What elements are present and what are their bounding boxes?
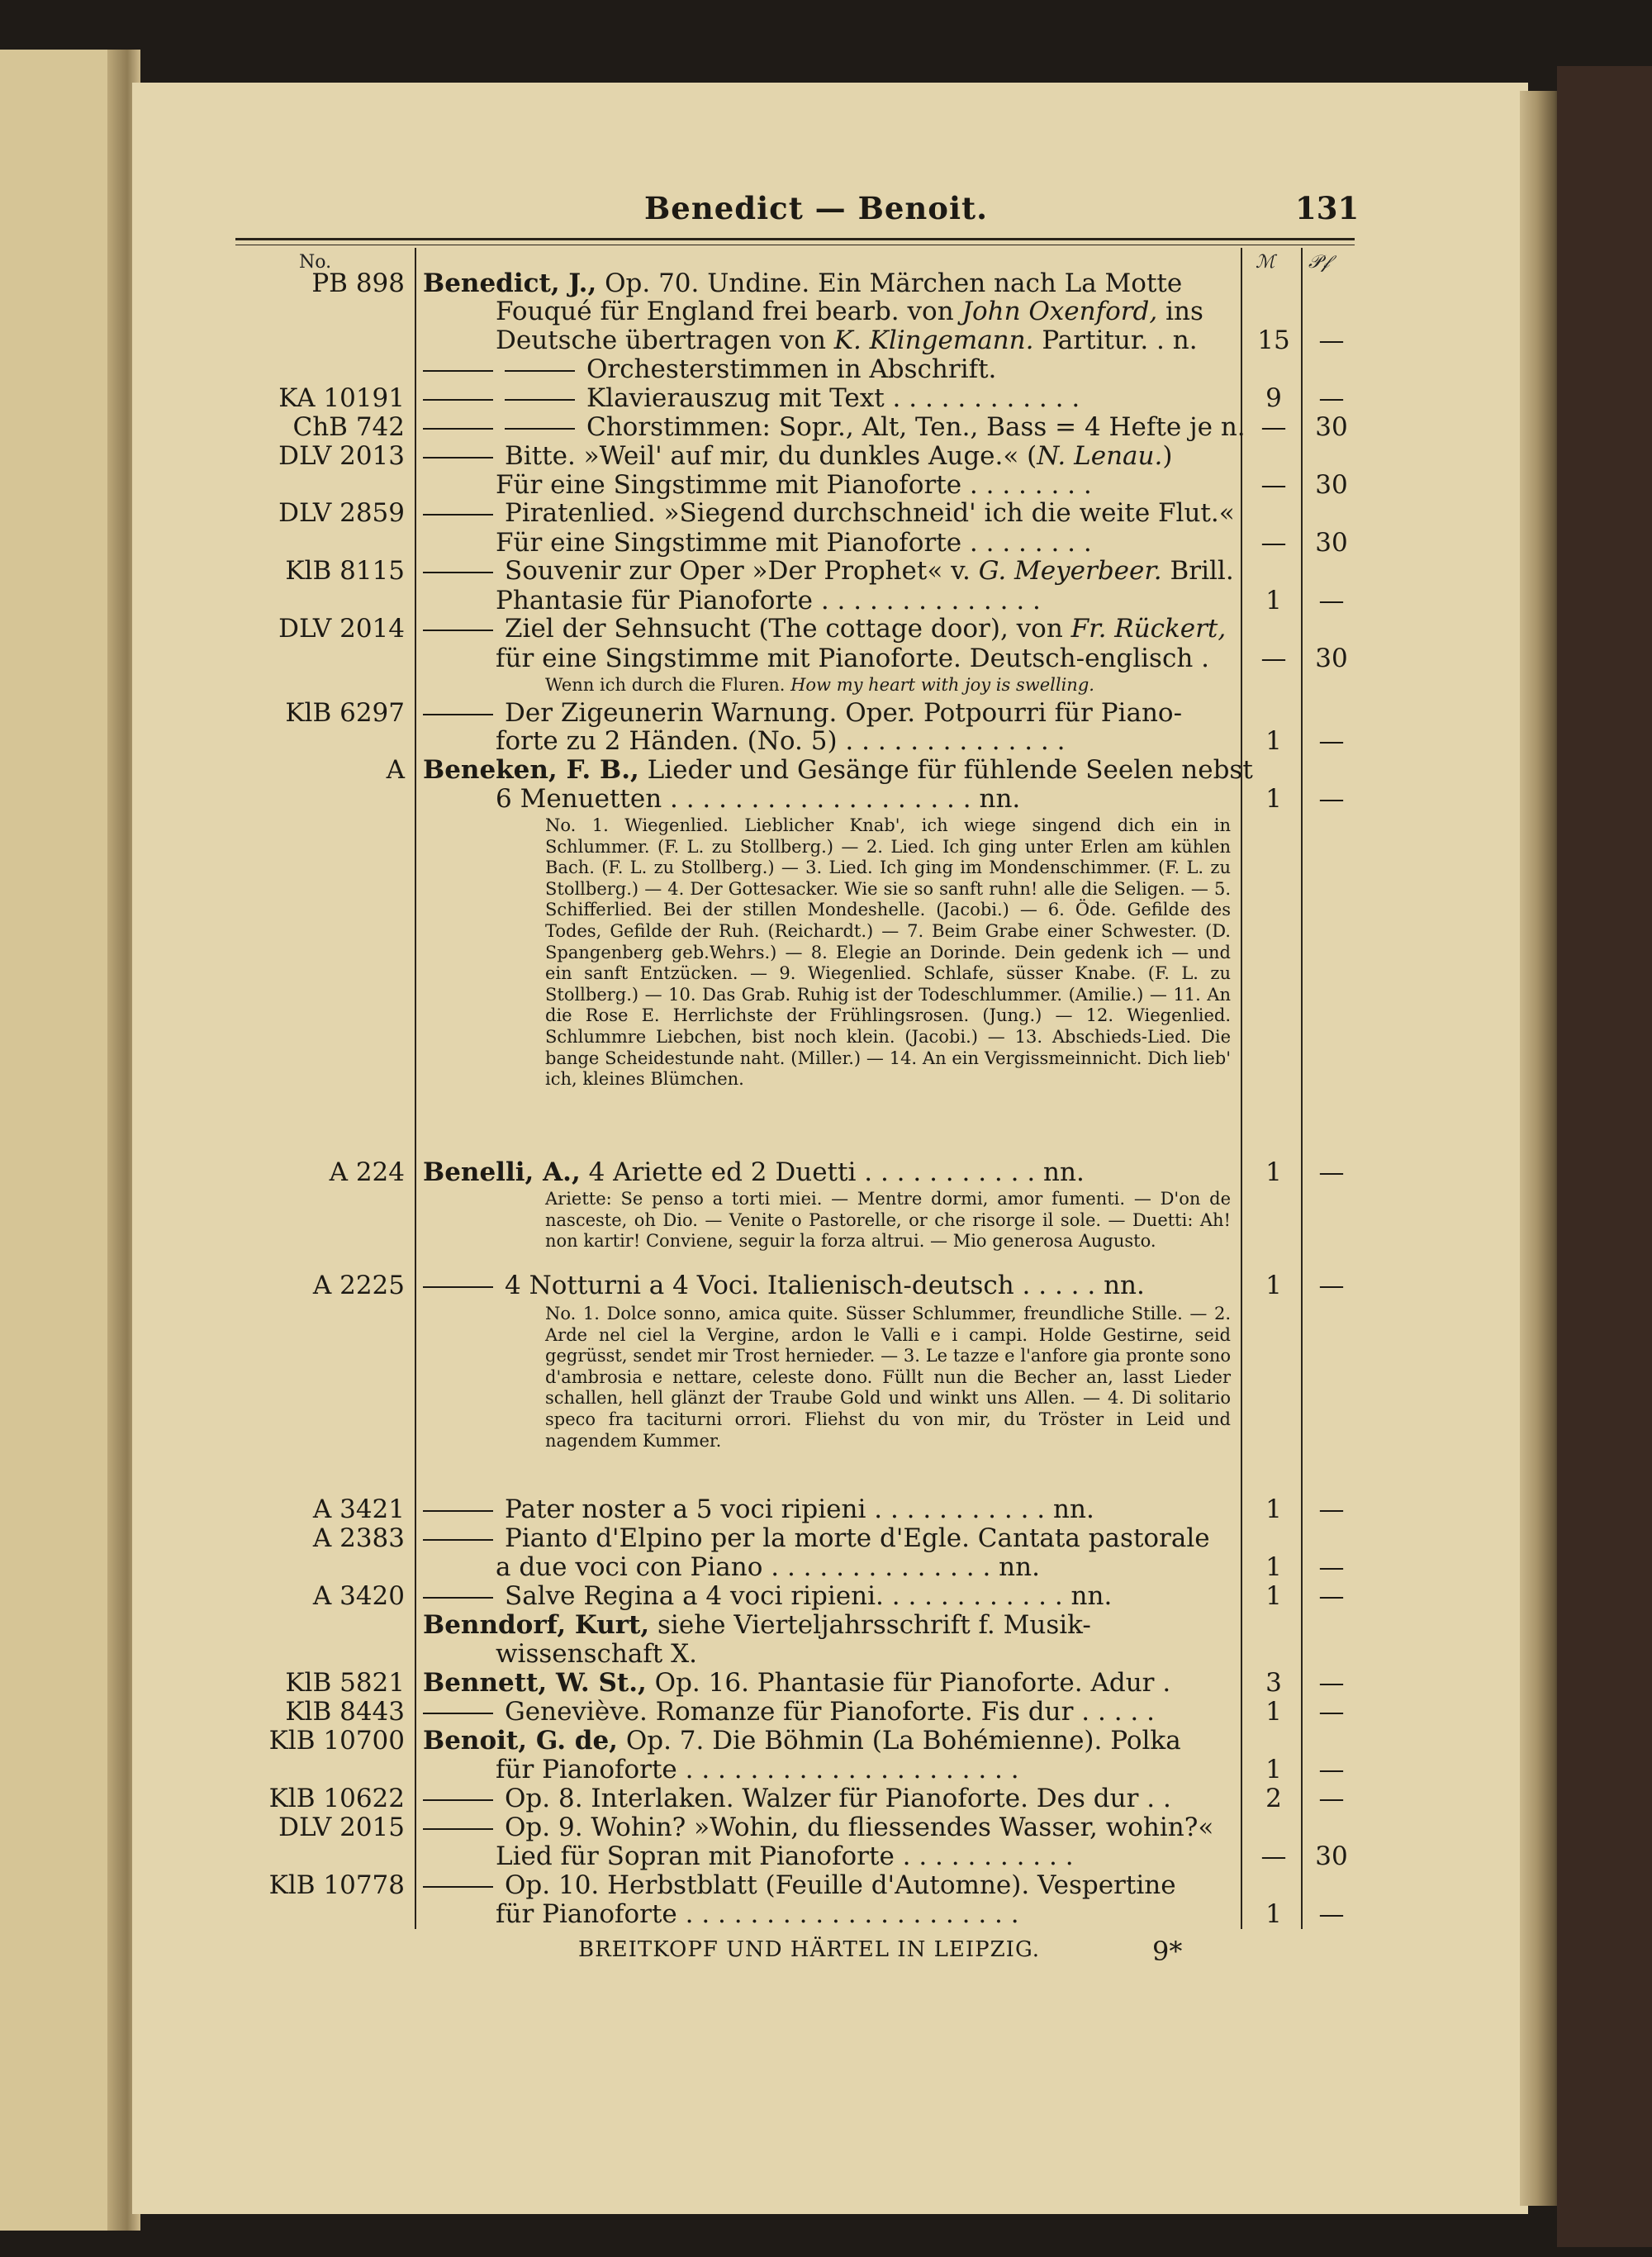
entry-text-part: ins <box>1157 297 1203 326</box>
catalog-number: DLV 2014 <box>278 614 405 644</box>
price-mark: 1 <box>1265 1494 1282 1524</box>
entry-text-part: John Oxenford, <box>961 297 1158 326</box>
ditto-dash <box>423 370 493 372</box>
column-header-mark: ℳ <box>1256 252 1275 273</box>
entry-text-part: Op. 16. Phantasie für Pianoforte. Adur . <box>646 1668 1171 1698</box>
catalog-line <box>248 1158 1355 1186</box>
catalog-number: KA 10191 <box>278 383 405 413</box>
entry-text <box>496 727 1065 755</box>
catalog-number: DLV 2013 <box>278 441 405 471</box>
book-cover-edge <box>1557 66 1652 2247</box>
ditto-dash <box>423 1799 493 1801</box>
entry-text <box>496 1640 697 1668</box>
catalog-line <box>248 1553 1355 1581</box>
entry-text-part: Wenn ich durch die Fluren. <box>545 675 791 695</box>
entry-text <box>423 1524 1210 1552</box>
ditto-dash <box>423 457 493 459</box>
catalog-line <box>248 1727 1355 1755</box>
catalog-line <box>248 269 1355 297</box>
price-pf: — <box>1318 1581 1345 1611</box>
catalog-line <box>248 297 1355 325</box>
catalog-line <box>248 1842 1355 1870</box>
entry-text-part: Geneviève. Romanze für Pianoforte. Fis dur . . . . . <box>505 1697 1155 1727</box>
entry-text <box>423 384 1080 412</box>
ditto-dash <box>505 370 575 372</box>
catalog-line <box>248 1900 1355 1928</box>
price-pf: 30 <box>1315 528 1348 558</box>
entry-text-part: a due voci con Piano . . . . . . . . . . . . . . nn. <box>496 1552 1040 1582</box>
catalog-number: ChB 742 <box>292 412 405 442</box>
catalog-line <box>248 1813 1355 1841</box>
entry-text <box>423 1158 1085 1186</box>
entry-text-part: Fouqué für England frei bearb. von <box>496 297 962 326</box>
entry-text-part: Bitte. »Weil' auf mir, du dunkles Auge.« ( <box>505 441 1037 471</box>
catalog-number: PB 898 <box>311 268 405 298</box>
price-pf: 30 <box>1315 470 1348 500</box>
benelli-notturni-list: No. 1. Dolce sonno, amica quite. Süsser Schlummer, freundliche Stille. — 2. Arde nel ciel la Vergine, ardon le Valli e i campi. Holde Gestirne, seid gegrüsst, sendet mir Trost hernieder. — 3. Le tazze e l'anfore gia pronte sono d'ambrosia e nettare, celeste dono. Füllt nun die Becher an, lasst Lieder schallen, hell glänzt der Traube Gold und winkt uns Allen. — 4. Di solitario speco fra taciturni orrori. Fliehst du von mir, du Tröster in Leid und nagendem Kummer. <box>545 1304 1231 1451</box>
entry-text-part: für Pianoforte . . . . . . . . . . . . . . . . . . . . . <box>496 1899 1019 1929</box>
entry-text <box>423 1611 1091 1639</box>
catalog-line <box>248 727 1355 755</box>
ditto-dash <box>423 428 493 430</box>
benelli-ariette-list: Ariette: Se penso a torti miei. — Mentre dormi, amor fumenti. — D'on de nasceste, oh Dio. — Venite o Pastorelle, or che risorge il sole. — Duetti: Ah! non kartir! Conviene, seguir la forza altrui. — Mio generosa Augusto. <box>545 1189 1231 1252</box>
entry-text-part: ) <box>1162 441 1173 471</box>
entry-text-part: Op. 10. Herbstblatt (Feuille d'Automne). Vespertine <box>505 1870 1176 1900</box>
page-number: 131 <box>1295 190 1360 226</box>
entry-text <box>496 471 1092 499</box>
price-pf: — <box>1318 1784 1345 1813</box>
entry-text-part: wissenschaft X. <box>496 1639 698 1669</box>
catalog-line <box>248 326 1355 354</box>
publisher-footer: BREITKOPF UND HÄRTEL IN LEIPZIG. <box>578 1937 1041 1962</box>
composer-name: Benoit, G. de, <box>423 1726 618 1756</box>
entry-text-part: Lieder und Gesänge für fühlende Seelen nebst <box>638 755 1253 785</box>
entry-text <box>545 671 1094 699</box>
catalog-line <box>248 499 1355 527</box>
price-mark: — <box>1260 528 1287 558</box>
price-pf: 30 <box>1315 1841 1348 1871</box>
price-pf: — <box>1318 1755 1345 1784</box>
entry-text <box>423 557 1234 585</box>
price-mark: 1 <box>1265 1552 1282 1582</box>
ditto-dash <box>423 572 493 573</box>
entry-text-part: Phantasie für Pianoforte . . . . . . . . . . . . . . <box>496 586 1041 615</box>
catalog-line <box>248 442 1355 470</box>
price-pf: 30 <box>1315 644 1348 673</box>
price-pf: — <box>1318 586 1345 615</box>
price-pf: — <box>1318 325 1345 355</box>
entry-text-part: siehe Vierteljahrsschrift f. Musik- <box>649 1610 1091 1640</box>
entry-text-part: Op. 70. Undine. Ein Märchen nach La Motte <box>596 268 1183 298</box>
entry-text <box>496 529 1092 557</box>
catalog-line <box>248 1611 1355 1639</box>
entry-text-part: Lied für Sopran mit Pianoforte . . . . . . . . . . . <box>496 1841 1074 1871</box>
entry-text-part: Für eine Singstimme mit Pianoforte . . . . . . . . <box>496 470 1092 500</box>
catalog-number: A 224 <box>329 1157 405 1187</box>
entry-text <box>496 785 1020 813</box>
catalog-line <box>248 615 1355 643</box>
price-pf: — <box>1318 1668 1345 1698</box>
entry-text <box>496 644 1209 672</box>
entry-text <box>423 756 1253 784</box>
price-mark: 2 <box>1265 1784 1282 1813</box>
entry-text <box>423 1582 1112 1610</box>
catalog-number: KlB 8443 <box>285 1697 405 1727</box>
entry-text-part: Op. 7. Die Böhmin (La Bohémienne). Polka <box>617 1726 1181 1756</box>
entry-text-part: Der Zigeunerin Warnung. Oper. Potpourri für Piano- <box>505 698 1183 728</box>
entry-text-part: Op. 8. Interlaken. Walzer für Pianoforte. Des dur . . <box>505 1784 1171 1813</box>
entry-text <box>496 326 1198 354</box>
ditto-dash <box>423 1713 493 1714</box>
ditto-dash <box>423 399 493 401</box>
catalog-line <box>248 1784 1355 1813</box>
page-title: Benedict — Benoit. <box>644 190 988 226</box>
entry-text <box>423 1813 1213 1841</box>
entry-text-part: Für eine Singstimme mit Pianoforte . . . . . . . . <box>496 528 1092 558</box>
price-mark: 1 <box>1265 726 1282 756</box>
composer-name: Benndorf, Kurt, <box>423 1610 650 1640</box>
header-rule-top <box>235 238 1355 240</box>
catalog-line <box>248 413 1355 441</box>
catalog-number: KlB 10622 <box>268 1784 405 1813</box>
entry-text-part: Ziel der Sehnsucht (The cottage door), von <box>505 614 1071 644</box>
composer-name: Bennett, W. St., <box>423 1668 647 1698</box>
price-pf: — <box>1318 1697 1345 1727</box>
catalog-number: KlB 8115 <box>285 556 405 586</box>
catalog-number: DLV 2859 <box>278 498 405 528</box>
entry-text <box>423 269 1182 297</box>
price-mark: 3 <box>1265 1668 1282 1698</box>
entry-text-part: Klavierauszug mit Text . . . . . . . . . . . . <box>586 383 1080 413</box>
price-pf: — <box>1318 1899 1345 1929</box>
price-mark: — <box>1260 470 1287 500</box>
catalog-line <box>248 471 1355 499</box>
column-header-pf: 𝒫𝒻 <box>1308 252 1330 273</box>
entry-text <box>423 1495 1094 1523</box>
column-header-no: No. <box>299 252 332 273</box>
catalog-line <box>248 785 1355 813</box>
entry-text <box>423 615 1226 643</box>
price-pf: — <box>1318 784 1345 814</box>
ditto-dash <box>423 630 493 631</box>
catalog-number: A 3421 <box>312 1494 405 1524</box>
entry-text <box>423 355 996 383</box>
catalog-number: KlB 10778 <box>268 1870 405 1900</box>
ditto-dash <box>423 1539 493 1541</box>
price-mark: — <box>1260 644 1287 673</box>
ditto-dash <box>423 1828 493 1830</box>
catalog-line <box>248 384 1355 412</box>
entry-text-part: Partitur. . n. <box>1033 325 1198 355</box>
catalog-line <box>248 1698 1355 1726</box>
entry-text <box>496 1553 1040 1581</box>
catalog-line <box>248 1871 1355 1899</box>
catalog-number: A 2225 <box>312 1271 405 1300</box>
catalog-line <box>248 1640 1355 1668</box>
catalog-number: A 2383 <box>312 1523 405 1553</box>
price-mark: 1 <box>1265 586 1282 615</box>
catalog-line <box>248 1524 1355 1552</box>
catalog-line <box>248 1669 1355 1697</box>
price-pf: — <box>1318 1494 1345 1524</box>
running-header <box>0 190 1652 231</box>
entry-text-part: 4 Ariette ed 2 Duetti . . . . . . . . . . . nn. <box>580 1157 1085 1187</box>
signature-mark: 9* <box>1152 1936 1183 1967</box>
composer-name: Beneken, F. B., <box>423 755 639 785</box>
catalog-line <box>248 355 1355 383</box>
price-pf: — <box>1318 1552 1345 1582</box>
ditto-dash <box>423 514 493 516</box>
entry-text-part: K. Klingemann. <box>833 325 1034 355</box>
entry-text-part: Op. 9. Wohin? »Wohin, du fliessendes Wasser, wohin?« <box>505 1813 1214 1842</box>
entry-text <box>423 413 1246 441</box>
price-mark: 1 <box>1265 1899 1282 1929</box>
catalog-number: KlB 5821 <box>285 1668 405 1698</box>
ditto-dash <box>423 714 493 715</box>
price-pf: — <box>1318 726 1345 756</box>
beneken-song-list: No. 1. Wiegenlied. Lieblicher Knab', ich wiege singend dich ein in Schlummer. (F. L. zu Stollberg.) — 2. Lied. Ich ging unter Erlen am kühlen Bach. (F. L. zu Stollberg.) — 3. Lied. Ich ging im Mondenschimmer. (F. L. zu Stollberg.) — 4. Der Gottesacker. Wie sie so sanft ruhn! alle die Seligen. — 5. Schifferlied. Bei der stillen Mondeshelle. (Jacobi.) — 6. Öde. Gefilde des Todes, Gefilde der Ruh. (Reichardt.) — 7. Beim Grabe einer Schwester. (D. Spangenberg geb.Wehrs.) — 8. Elegie an Dorinde. Dein gedenk ich — und ein sanft Entzücken. — 9. Wiegenlied. Schlafe, süsser Knabe. (F. L. zu Stollberg.) — 10. Das Grab. Ruhig ist der Todeschlummer. (Amilie.) — 11. An die Rose E. Herrlichste der Frühlingsrosen. (Jung.) — 12. Wiegenlied. Schlummre Liebchen, bist noch klein. (Jacobi.) — 13. Abschieds-Lied. Die bange Scheidestunde naht. (Miller.) — 14. An ein Vergissmeinnicht. Dich lieb' ich, kleines Blümchen. <box>545 815 1231 1090</box>
entry-text-part: Souvenir zur Oper »Der Prophet« v. <box>505 556 979 586</box>
entry-text <box>496 1756 1019 1784</box>
entry-text <box>423 442 1172 470</box>
entry-text-part: How my heart with joy is swelling. <box>790 675 1094 695</box>
entry-text <box>423 1727 1181 1755</box>
entry-text <box>496 1842 1074 1870</box>
price-mark: — <box>1260 412 1287 442</box>
entry-text-part: Salve Regina a 4 voci ripieni. . . . . . . . . . . . nn. <box>505 1581 1113 1611</box>
entry-text-part: forte zu 2 Händen. (No. 5) . . . . . . . . . . . . . . <box>496 726 1066 756</box>
entry-text <box>496 297 1203 325</box>
price-mark: 1 <box>1265 1581 1282 1611</box>
entry-text-part: Piratenlied. »Siegend durchschneid' ich die weite Flut.« <box>505 498 1235 528</box>
price-pf: — <box>1318 383 1345 413</box>
price-mark: 1 <box>1265 1157 1282 1187</box>
catalog-line <box>248 756 1355 784</box>
entry-text <box>496 587 1041 615</box>
price-mark: 1 <box>1265 1755 1282 1784</box>
entry-text-part: für Pianoforte . . . . . . . . . . . . . . . . . . . . . <box>496 1755 1019 1784</box>
catalog-number: A <box>386 755 405 785</box>
price-mark: 1 <box>1265 1271 1282 1300</box>
catalog-line <box>248 671 1355 699</box>
entry-text-part: Chorstimmen: Sopr., Alt, Ten., Bass = 4 Hefte je n. <box>586 412 1246 442</box>
ditto-dash <box>423 1286 493 1288</box>
price-pf: 30 <box>1315 412 1348 442</box>
catalog-line <box>248 1495 1355 1523</box>
catalog-line <box>248 1582 1355 1610</box>
catalog-line <box>248 644 1355 672</box>
entry-text <box>423 1784 1171 1813</box>
price-mark: 1 <box>1265 784 1282 814</box>
price-mark: 9 <box>1265 383 1282 413</box>
ditto-dash <box>505 399 575 401</box>
price-pf: — <box>1318 1157 1345 1187</box>
catalog-line <box>248 699 1355 727</box>
entry-text <box>423 699 1182 727</box>
entry-text-part: Orchesterstimmen in Abschrift. <box>586 354 997 384</box>
entry-text <box>496 1900 1019 1928</box>
composer-name: Benelli, A., <box>423 1157 581 1187</box>
ditto-dash <box>423 1886 493 1888</box>
catalog-number: DLV 2015 <box>278 1813 405 1842</box>
catalog-line <box>248 1756 1355 1784</box>
entry-text-part: Brill. <box>1161 556 1234 586</box>
entry-text <box>423 1698 1155 1726</box>
catalog-number: A 3420 <box>312 1581 405 1611</box>
entry-text-part: Deutsche übertragen von <box>496 325 834 355</box>
ditto-dash <box>423 1510 493 1512</box>
left-page-edge <box>0 50 124 2231</box>
price-pf: — <box>1318 1271 1345 1300</box>
entry-text-part: N. Lenau. <box>1037 441 1163 471</box>
entry-text <box>423 1669 1170 1697</box>
entry-text-part: G. Meyerbeer. <box>978 556 1162 586</box>
catalog-number: KlB 6297 <box>285 698 405 728</box>
entry-text-part: 4 Notturni a 4 Voci. Italienisch-deutsch . . . . . nn. <box>505 1271 1145 1300</box>
price-mark: — <box>1260 1841 1287 1871</box>
price-mark: 1 <box>1265 1697 1282 1727</box>
price-mark: 15 <box>1257 325 1290 355</box>
entry-text-part: 6 Menuetten . . . . . . . . . . . . . . . . . . . nn. <box>496 784 1021 814</box>
entry-text <box>423 1871 1176 1899</box>
entry-text-part: für eine Singstimme mit Pianoforte. Deutsch-englisch . <box>496 644 1210 673</box>
catalog-line <box>248 557 1355 585</box>
ditto-dash <box>423 1597 493 1599</box>
entry-text-part: Pater noster a 5 voci ripieni . . . . . . . . . . . nn. <box>505 1494 1094 1524</box>
catalog-line <box>248 587 1355 615</box>
entry-text-part: Pianto d'Elpino per la morte d'Egle. Cantata pastorale <box>505 1523 1210 1553</box>
entry-text <box>423 499 1235 527</box>
ditto-dash <box>505 428 575 430</box>
entry-text-part: Fr. Rückert, <box>1070 614 1227 644</box>
catalog-line <box>248 529 1355 557</box>
catalog-number: KlB 10700 <box>268 1726 405 1756</box>
composer-name: Benedict, J., <box>423 268 597 298</box>
